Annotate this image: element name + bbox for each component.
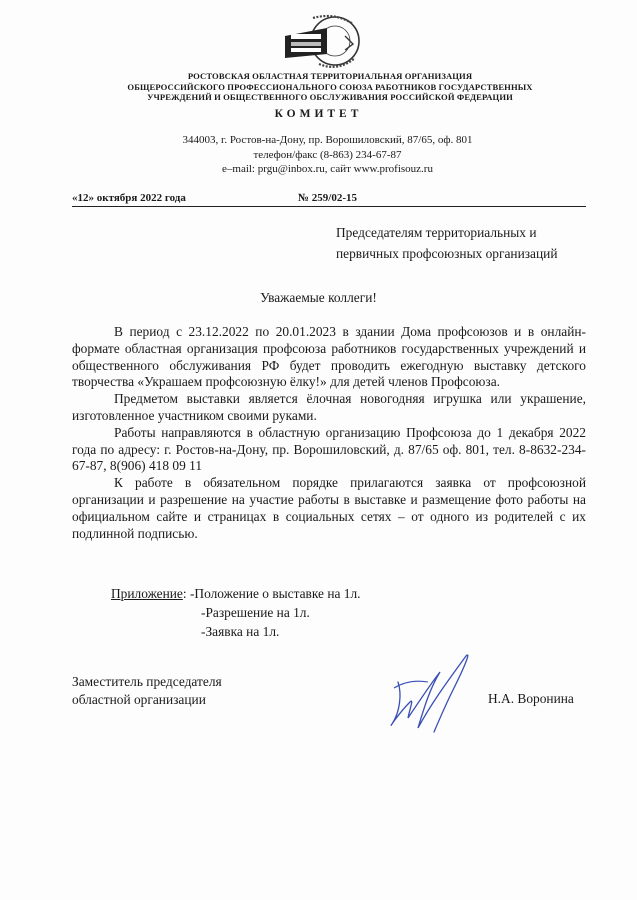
letter-number: № 259/02-15 (298, 192, 358, 204)
attachment-item: -Положение о выставке на 1л. (189, 586, 361, 601)
header-divider (72, 206, 586, 207)
body-paragraph: Предметом выставки является ёлочная новогодняя игрушка или украшение, изготовленное участником своими руками. (72, 391, 586, 423)
signer-position-line: областной организации (72, 692, 206, 707)
body-paragraph: К работе в обязательном порядке прилагаются заявка от профсоюзной организации и разрешение на участие работы в выставке и размещение фото работы на официальном сайте и страницах в социальных сетях – от одного из родителей с их подлинной подписью. (72, 475, 586, 541)
letter-body (72, 324, 586, 542)
addressee-line: первичных профсоюзных организаций (336, 246, 558, 261)
handwritten-signature-icon (380, 642, 490, 742)
postal-address: 344003, г. Ростов-на-Дону, пр. Ворошиловский, 87/65, оф. 801 (182, 134, 473, 146)
signer-position (72, 673, 222, 709)
addressee-block (336, 222, 596, 264)
org-line: РОСТОВСКАЯ ОБЛАСТНАЯ ТЕРРИТОРИАЛЬНАЯ ОРГАНИЗАЦИЯ (187, 71, 473, 81)
signer-name: Н.А. Воронина (488, 691, 574, 706)
letter-date: «12» октября 2022 года (72, 192, 186, 204)
body-paragraph: Работы направляются в областную организацию Профсоюза до 1 декабря 2022 года по адресу: г. Ростов-на-Дону, пр. Ворошиловский, д. 87/65 оф. 801, тел. 8-8632-234-67-87, 8(906) 418 09 11 (72, 424, 586, 474)
body-paragraph: В период с 23.12.2022 по 20.01.2023 в здании Дома профсоюзов и в онлайн-формате областная организация профсоюза работников государственных учреждений и общественного обслуживания РФ будет проводить ежегодную выставку детского творчества «Украшаем профсоюзную ёлку!» для детей членов Профсоюза. (72, 324, 586, 390)
phone-fax: телефон/факс (8-863) 234-67-87 (253, 149, 402, 161)
attachments-label: Приложение (111, 586, 183, 601)
email-website: e–mail: prgu@inbox.ru, сайт www.profisouz.ru (222, 163, 433, 175)
greeting: Уважаемые коллеги! (260, 290, 377, 305)
addressee-line: Председателям территориальных и (336, 225, 537, 240)
org-line: УЧРЕЖДЕНИЙ И ОБЩЕСТВЕННОГО ОБСЛУЖИВАНИЯ РОССИЙСКОЙ ФЕДЕРАЦИИ (147, 92, 513, 102)
org-line: ОБЩЕРОССИЙСКОГО ПРОФЕССИОНАЛЬНОГО СОЮЗА РАБОТНИКОВ ГОСУДАРСТВЕННЫХ (127, 81, 533, 92)
attachments-block: Приложение: -Положение о выставке на 1л. -Разрешение на 1л. -Заявка на 1л. (111, 586, 361, 639)
attachment-item: -Заявка на 1л. (201, 624, 280, 639)
attachment-item: -Разрешение на 1л. (201, 605, 310, 620)
organization-name (70, 71, 590, 103)
trade-union-emblem-logo (283, 14, 361, 72)
signer-position-line: Заместитель председателя (72, 674, 222, 689)
committee-title: КОМИТЕТ (274, 108, 363, 120)
